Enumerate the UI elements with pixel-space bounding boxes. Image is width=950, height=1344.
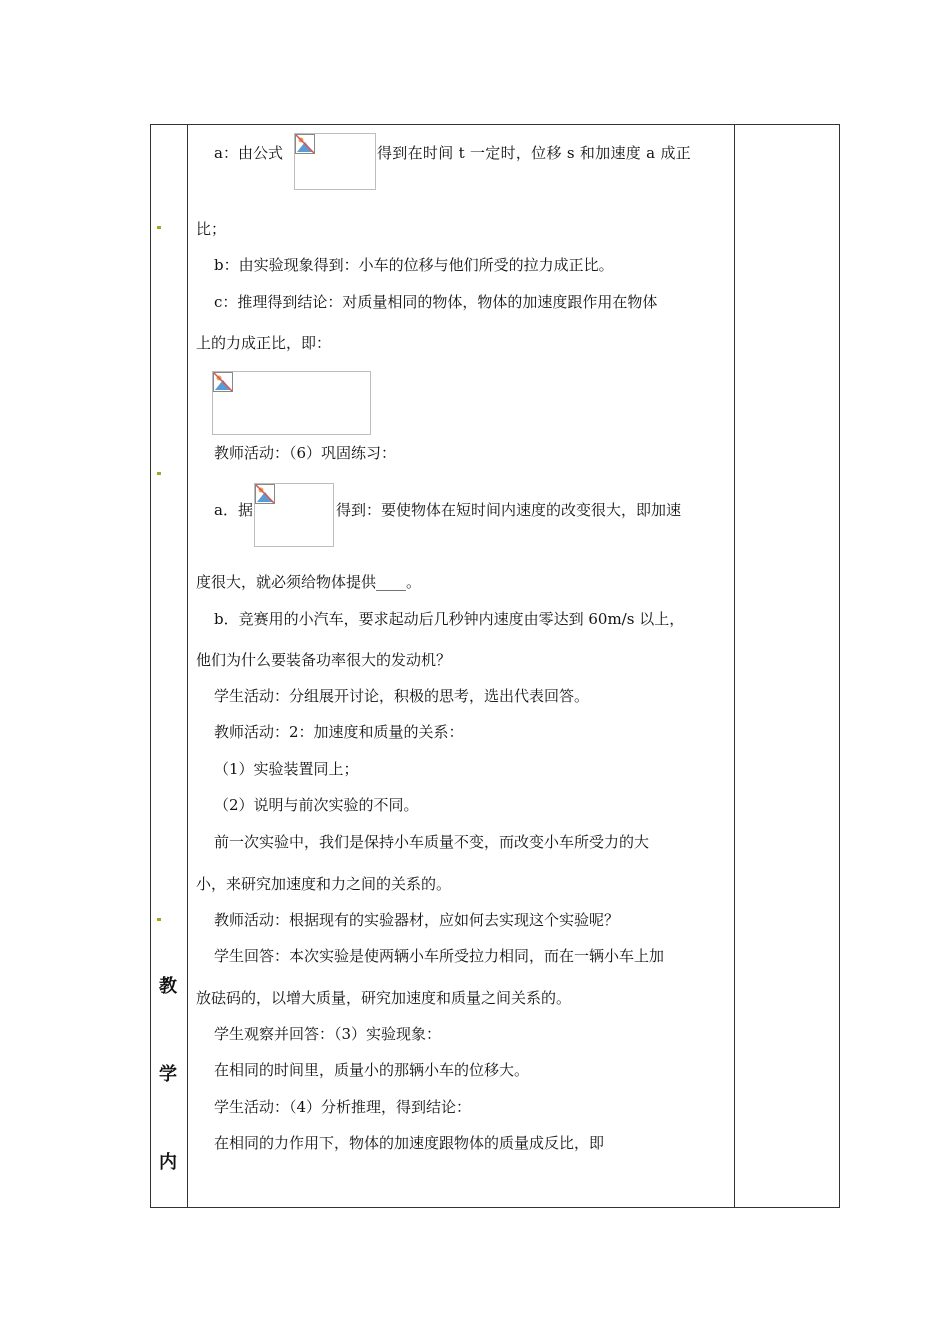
text-line: 前一次实验中，我们是保持小车质量不变，而改变小车所受力的大 [214, 833, 650, 851]
text-line: 上的力成正比，即： [196, 334, 332, 352]
broken-image-icon [295, 134, 315, 154]
text-line: 小，来研究加速度和力之间的关系的。 [196, 875, 452, 893]
text-line: b：由实验现象得到：小车的位移与他们所受的拉力成正比。 [214, 256, 614, 274]
text-line: b．竞赛用的小汽车，要求起动后几秒钟内速度由零达到 60m/s 以上， [214, 610, 685, 628]
marker-dot [157, 472, 161, 475]
text-line: 度很大，就必须给物体提供____。 [196, 573, 422, 591]
formula-image [212, 371, 371, 435]
column-divider-left [187, 125, 188, 1207]
column-divider-right [734, 125, 735, 1207]
text-line: 比； [196, 220, 227, 238]
text-line: c：推理得到结论：对质量相同的物体，物体的加速度跟作用在物体 [214, 293, 658, 311]
column-heading-char: 教 [159, 976, 177, 997]
text-line: 放砝码的，以增大质量，研究加速度和质量之间关系的。 [196, 989, 572, 1007]
text-line: 学生活动：（4）分析推理，得到结论： [214, 1098, 472, 1116]
text-line: a．据 [214, 501, 253, 519]
text-line: 得到：要使物体在短时间内速度的改变很大，即加速 [336, 501, 682, 519]
text-line: 学生观察并回答：（3）实验现象： [214, 1025, 442, 1043]
text-line: （2）说明与前次实验的不同。 [214, 796, 419, 814]
text-line: 学生活动：分组展开讨论，积极的思考，选出代表回答。 [214, 687, 590, 705]
formula-image [254, 483, 334, 547]
text-line: 在相同的力作用下，物体的加速度跟物体的质量成反比，即 [214, 1134, 605, 1152]
broken-image-icon [255, 484, 275, 504]
text-line: a：由公式 [214, 144, 283, 162]
formula-image [294, 133, 376, 190]
column-heading-char: 内 [159, 1152, 177, 1173]
text-line: 得到在时间 t 一定时，位移 s 和加速度 a 成正 [377, 144, 692, 162]
text-line: 在相同的时间里，质量小的那辆小车的位移大。 [214, 1061, 530, 1079]
broken-image-icon [213, 372, 233, 392]
text-line: 教师活动：2：加速度和质量的关系： [214, 723, 464, 741]
text-line: （1）实验装置同上； [214, 760, 359, 778]
marker-dot [157, 226, 161, 229]
text-line: 教师活动：根据现有的实验器材，应如何去实现这个实验呢？ [214, 911, 620, 929]
text-line: 教师活动：（6）巩固练习： [214, 444, 397, 462]
text-line: 他们为什么要装备功率很大的发动机？ [196, 651, 452, 669]
text-line: 学生回答：本次实验是使两辆小车所受拉力相同，而在一辆小车上加 [214, 947, 665, 965]
marker-dot [157, 918, 161, 921]
column-heading-char: 学 [159, 1064, 177, 1085]
